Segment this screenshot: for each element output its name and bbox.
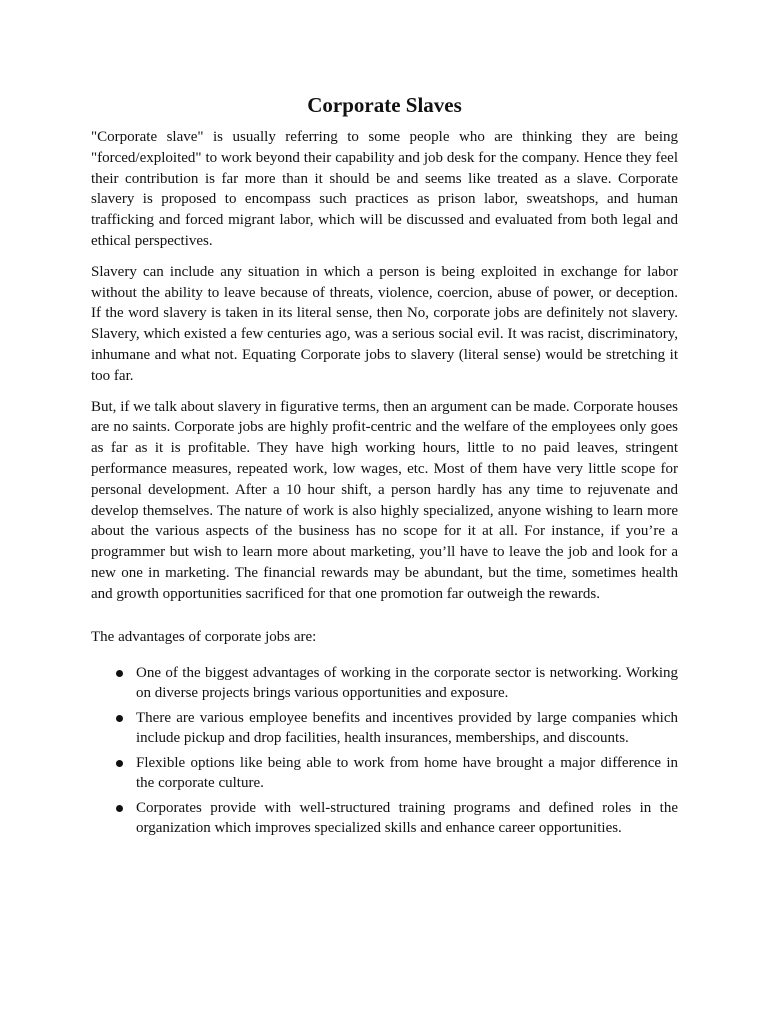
advantages-list bbox=[91, 663, 678, 838]
bullet-icon bbox=[116, 760, 123, 767]
list-item-text: Corporates provide with well-structured training programs and defined roles in the organization which improves specialized skills and enhance career opportunities. bbox=[136, 800, 678, 837]
list-item-text: Flexible options like being able to work from home have brought a major difference in the corporate culture. bbox=[136, 755, 678, 792]
list-item-text: One of the biggest advantages of working in the corporate sector is networking. Working on diverse projects brings various opportunities and exposure. bbox=[136, 665, 678, 702]
list-item bbox=[91, 798, 678, 838]
paragraph-figurative-slavery: But, if we talk about slavery in figurative terms, then an argument can be made. Corporate houses are no saints. Corporate jobs are highly profit-centric and the welfare of the employees only goes as far as it is profitable. They have high working hours, little to no paid leaves, stringent performance measures, repeated work, low wages, etc. Most of them have very little scope for personal development. After a 10 hour shift, a person hardly has any time to rejuvenate and develop themselves. The nature of work is also highly specialized, anyone wishing to learn more about the various aspects of the business has no scope for it at all. For instance, if you’re a programmer but wish to learn more about marketing, you’ll have to leave the job and look for a new one in marketing. The financial rewards may be abundant, but the time, sometimes health and growth opportunities sacrificed for that one promotion far outweigh the rewards. bbox=[91, 398, 678, 602]
bullet-icon bbox=[116, 715, 123, 722]
bullet-icon bbox=[116, 805, 123, 812]
list-item bbox=[91, 663, 678, 703]
list-item-text: There are various employee benefits and incentives provided by large companies which include pickup and drop facilities, health insurances, memberships, and discounts. bbox=[136, 710, 678, 747]
list-item bbox=[91, 708, 678, 748]
list-item bbox=[91, 753, 678, 793]
paragraph-definition: "Corporate slave" is usually referring to some people who are thinking they are being "forced/exploited" to work beyond their capability and job desk for the company. Hence they feel their contribution is far more than it should be and seems like treated as a slave. Corporate slavery is proposed to encompass such practices as prison labor, sweatshops, and human trafficking and forced migrant labor, which will be discussed and evaluated from both legal and ethical perspectives. bbox=[91, 129, 678, 249]
document-page bbox=[91, 92, 678, 843]
document-title: Corporate Slaves bbox=[307, 93, 462, 117]
paragraph-literal-slavery: Slavery can include any situation in which a person is being exploited in exchange for labor without the ability to leave because of threats, violence, coercion, abuse of power, or deception. If the word slavery is taken in its literal sense, then No, corporate jobs are definitely not slavery. Slavery, which existed a few centuries ago, was a serious social evil. It was racist, discriminatory, inhumane and what not. Equating Corporate jobs to slavery (literal sense) would be stretching it too far. bbox=[91, 263, 678, 384]
bullet-icon bbox=[116, 670, 123, 677]
advantages-intro: The advantages of corporate jobs are: bbox=[91, 628, 317, 645]
